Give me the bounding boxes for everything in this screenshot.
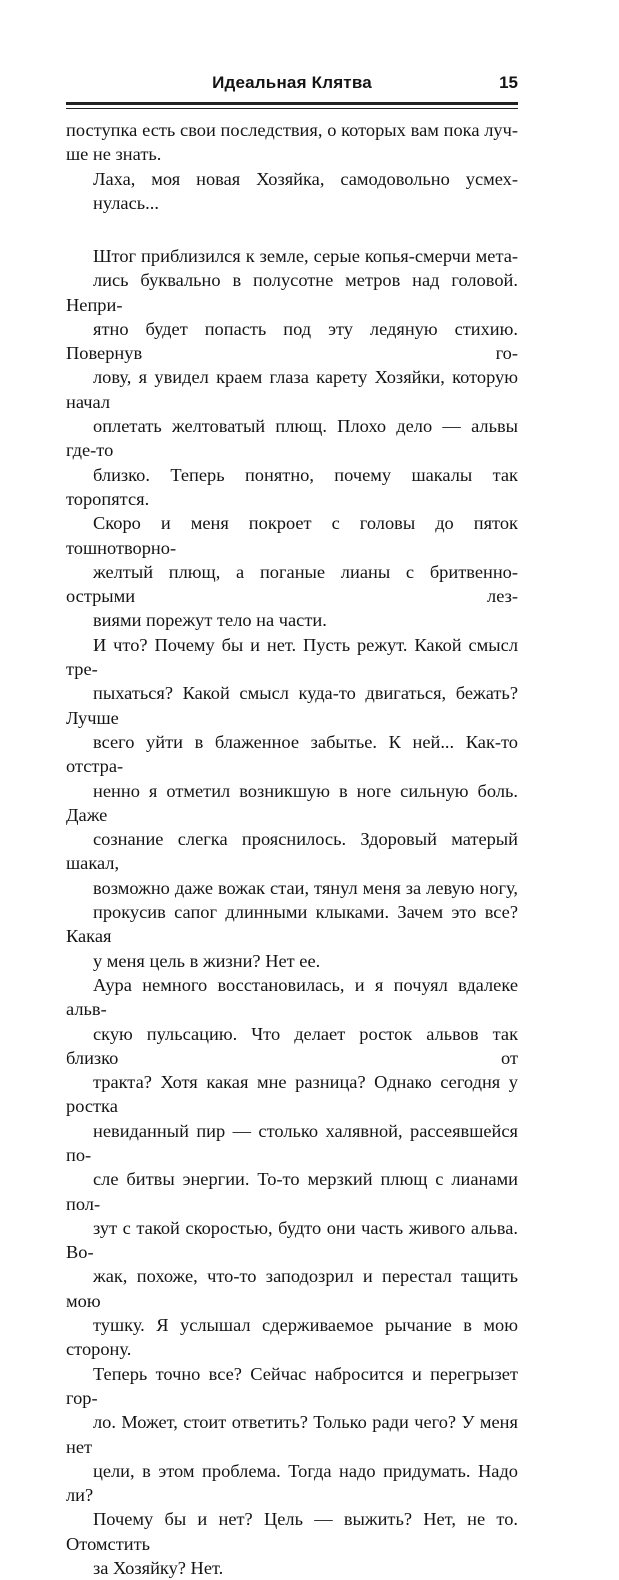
text-line: цели, в этом проблема. Тогда надо придумать. Надо ли?	[66, 1460, 518, 1506]
text-line: желтый плющ, а поганые лианы с бритвенно-острыми лез-	[66, 561, 518, 607]
text-line: И что? Почему бы и нет. Пусть режут. Какой смысл тре-	[66, 634, 518, 680]
paragraph	[66, 633, 518, 973]
text-line: лись буквально в полусотне метров над головой. Непри-	[66, 270, 518, 315]
paragraph	[66, 244, 518, 633]
text-line: за Хозяйку? Нет.	[93, 1558, 224, 1579]
text-line: сле битвы энергии. То-то мерзкий плющ с лианами пол-	[66, 1169, 518, 1214]
text-line: прокусив сапог длинными клыками. Зачем это все? Какая	[66, 902, 518, 947]
text-line: невиданный пир — столько халявной, рассеявшейся по-	[66, 1120, 518, 1165]
text-block-top	[66, 118, 518, 215]
text-line: пыхаться? Какой смысл куда-то двигаться, бежать? Лучше	[66, 683, 518, 728]
running-head	[66, 72, 518, 96]
text-line: ше не знать.	[66, 144, 162, 165]
text-line: зут с такой скоростью, будто они часть живого альва. Во-	[66, 1217, 518, 1263]
header-rule-thick	[66, 102, 518, 105]
text-line: близко. Теперь понятно, почему шакалы так торопятся.	[66, 464, 518, 509]
text-line: Теперь точно все? Сейчас набросится и перегрызет гор-	[66, 1363, 518, 1408]
text-line: возможно даже вожак стаи, тянул меня за левую ногу,	[93, 877, 518, 898]
text-line: ятно будет попасть под эту ледяную стихию. Повернув го-	[66, 318, 518, 364]
text-line: нулась...	[93, 192, 159, 213]
text-line: оплетать желтоватый плющ. Плохо дело — альвы где-то	[66, 416, 518, 461]
paragraph	[66, 118, 518, 167]
text-line: скую пульсацию. Что делает росток альвов так близко от	[66, 1023, 518, 1068]
text-line: Штог приблизился к земле, серые копья-смерчи мета-	[93, 246, 518, 266]
header-rule-thin	[66, 108, 518, 109]
text-line: Аура немного восстановилась, и я почуял вдалеке альв-	[66, 974, 518, 1020]
text-line: тракта? Хотя какая мне разница? Однако сегодня у ростка	[66, 1072, 518, 1117]
page-number: 15	[499, 73, 518, 92]
text-line: сознание слегка прояснилось. Здоровый матерый шакал,	[66, 829, 518, 874]
paragraph	[66, 167, 518, 216]
paragraph	[66, 973, 518, 1580]
running-title: Идеальная Клятва	[212, 73, 372, 92]
text-line: жак, похоже, что-то заподозрил и перестал тащить мою	[66, 1266, 518, 1311]
text-block-main	[66, 244, 518, 1580]
text-line: всего уйти в блаженное забытье. К ней... Как-то отстра-	[66, 731, 518, 777]
text-line: виями порежут тело на части.	[93, 610, 327, 631]
text-line: ненно я отметил возникшую в ноге сильную боль. Даже	[66, 780, 518, 825]
text-line: тушку. Я услышал сдерживаемое рычание в мою сторону.	[66, 1315, 518, 1360]
text-line: Скоро и меня покроет с головы до пяток тошнотворно-	[66, 513, 518, 558]
text-line: Лаха, моя новая Хозяйка, самодовольно усмех-	[93, 168, 518, 189]
text-line: лову, я увидел краем глаза карету Хозяйки, которую начал	[66, 367, 518, 412]
text-line: ло. Может, стоит ответить? Только ради чего? У меня нет	[66, 1412, 518, 1457]
text-line: Почему бы и нет? Цель — выжить? Нет, не то. Отомстить	[66, 1509, 518, 1554]
text-line: у меня цель в жизни? Нет ее.	[93, 950, 321, 971]
text-line: поступка есть свои последствия, о которых вам пока луч-	[66, 120, 518, 140]
